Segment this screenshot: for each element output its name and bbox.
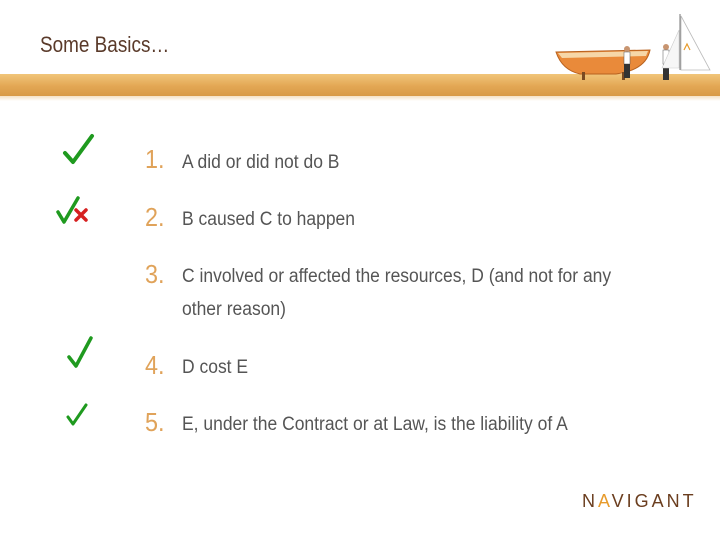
item-text: E, under the Contract or at Law, is the liability of A — [182, 414, 568, 435]
logo-mark: A — [598, 491, 612, 511]
item-number: 4. — [145, 350, 165, 380]
boat-illustration — [550, 10, 720, 90]
item-text: B caused C to happen — [182, 209, 355, 230]
check-icon — [66, 403, 88, 427]
item-text: A did or did not do B — [182, 152, 340, 173]
slide-title: Some Basics… — [40, 32, 170, 57]
check-icon — [62, 133, 96, 169]
item-number: 5. — [145, 407, 165, 437]
item-number: 1. — [145, 144, 165, 174]
logo-letters: VIGANT — [611, 491, 697, 511]
item-number: 2. — [145, 202, 165, 232]
navigant-logo — [582, 491, 697, 512]
header-banner-shadow — [0, 96, 720, 101]
item-text: C involved or affected the resources, D (and not for any other reason) — [182, 266, 612, 320]
logo-letter: N — [582, 491, 598, 511]
check-icon — [66, 335, 94, 371]
item-number: 3. — [145, 259, 165, 289]
item-text: D cost E — [182, 357, 249, 378]
check-cross-icon — [56, 196, 90, 228]
